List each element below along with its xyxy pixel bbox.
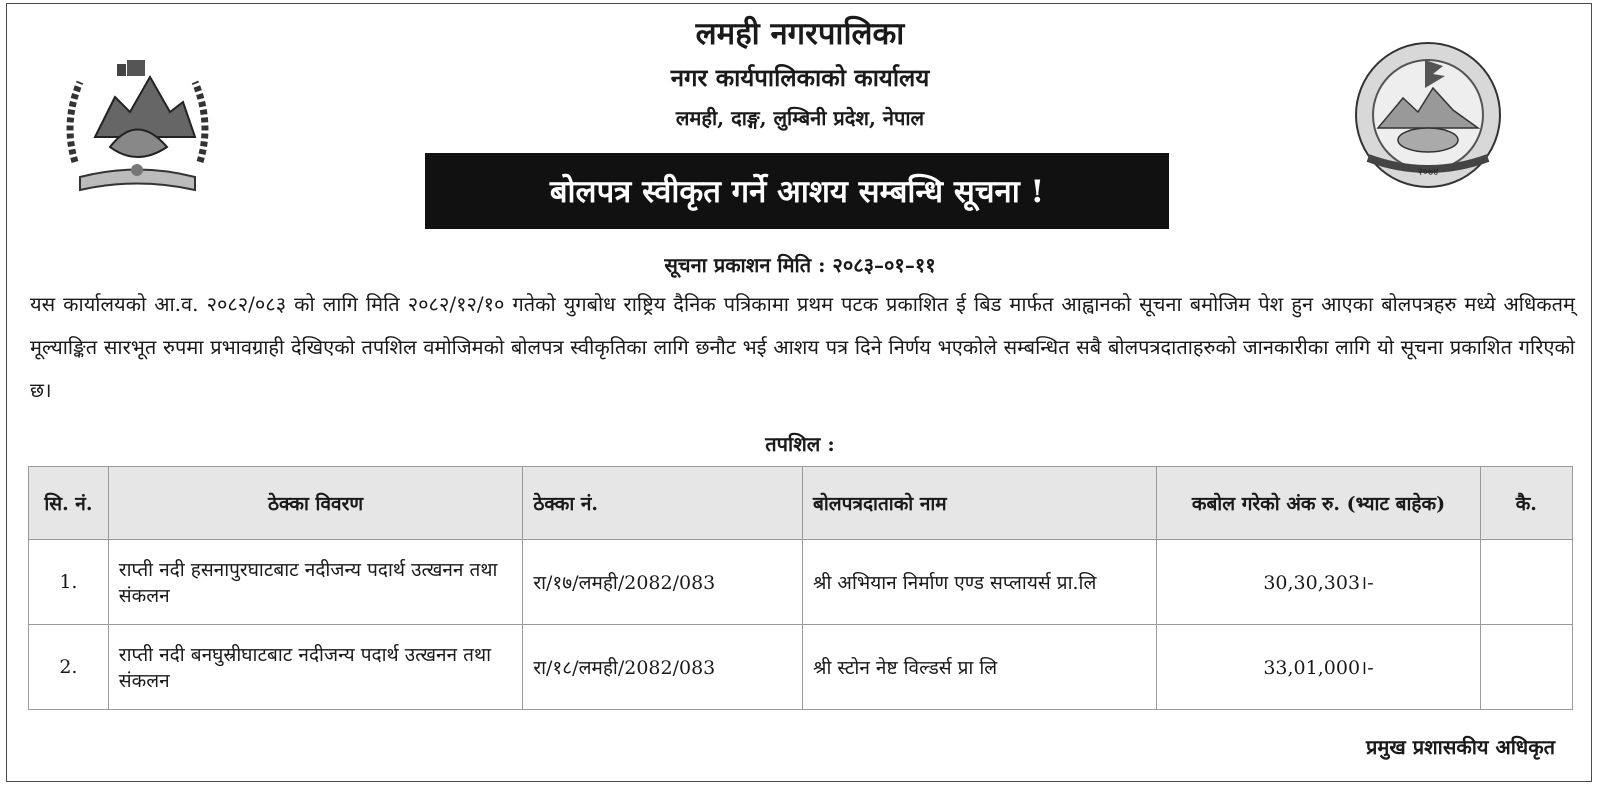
notice-title-banner — [425, 153, 1169, 229]
notice-paragraph: यस कार्यालयको आ.व. २०८२/०८३ को लागि मिति २०८२/१२/१० गतेको युगबोध राष्ट्रिय दैनिक पत्रिकामा प्रथम पटक प्रकाशित ई बिड मार्फत आह्वानको सूचना बमोजिम पेश हुन आएका बोलपत्रहरु मध्ये अधिकतम् मूल्याङ्कित सारभूत रुपमा प्रभावग्राही देखिएको तपशिल वमोजिमको बोलपत्र स्वीकृतिका लागि छनौट भई आशय पत्र दिने निर्णय भएकोले सम्बन्धित सबै बोलपत्रदाताहरुको जानकारीका लागि यो सूचना प्रकाशित गरिएको छ। — [30, 292, 1575, 402]
cell-sn: 2. — [29, 625, 109, 710]
seal-year: २०७४ — [1417, 167, 1439, 178]
header-remarks: कै. — [1480, 467, 1572, 540]
contract-table — [28, 466, 1573, 710]
table-row — [29, 625, 1573, 710]
cell-remarks — [1480, 540, 1572, 625]
table-row — [29, 540, 1573, 625]
cell-remarks — [1480, 625, 1572, 710]
cell-contract-no: रा/१७/लमही/2082/083 — [523, 540, 803, 625]
header-description: ठेक्का विवरण — [108, 467, 523, 540]
cell-bidder: श्री स्टोन नेष्ट विल्डर्स प्रा लि — [803, 625, 1157, 710]
cell-contract-no: रा/१८/लमही/2082/083 — [523, 625, 803, 710]
header-contract-no: ठेक्का नं. — [523, 467, 803, 540]
cell-sn: 1. — [29, 540, 109, 625]
details-heading: तपशिल : — [765, 432, 835, 456]
header-bidder: बोलपत्रदाताको नाम — [803, 467, 1157, 540]
office-address: लमही, दाङ्ग, लुम्बिनी प्रदेश, नेपाल — [675, 106, 925, 130]
cell-bidder: श्री अभियान निर्माण एण्ड सप्लायर्स प्रा.लि — [803, 540, 1157, 625]
cell-description: राप्ती नदी बनघुस्रीघाटबाट नदीजन्य पदार्थ उत्खनन तथा संकलन — [108, 625, 523, 710]
notice-title: बोलपत्र स्वीकृत गर्ने आशय सम्बन्धि सूचना ! — [549, 174, 1045, 210]
cell-description: राप्ती नदी हसनापुरघाटबाट नदीजन्य पदार्थ उत्खनन तथा संकलन — [108, 540, 523, 625]
signatory-title: प्रमुख प्रशासकीय अधिकृत — [1366, 735, 1555, 759]
header-amount: कबोल गरेको अंक रु. (भ्याट बाहेक) — [1157, 467, 1480, 540]
publication-date: सूचना प्रकाशन मिति : २०८३–०१–११ — [664, 253, 936, 277]
cell-amount: 33,01,000।- — [1157, 625, 1480, 710]
sub-office-name: नगर कार्यपालिकाको कार्यालय — [670, 63, 930, 92]
table-header-row — [29, 467, 1573, 540]
header-sn: सि. नं. — [29, 467, 109, 540]
office-name: लमही नगरपालिका — [695, 16, 905, 52]
cell-amount: 30,30,303।- — [1157, 540, 1480, 625]
